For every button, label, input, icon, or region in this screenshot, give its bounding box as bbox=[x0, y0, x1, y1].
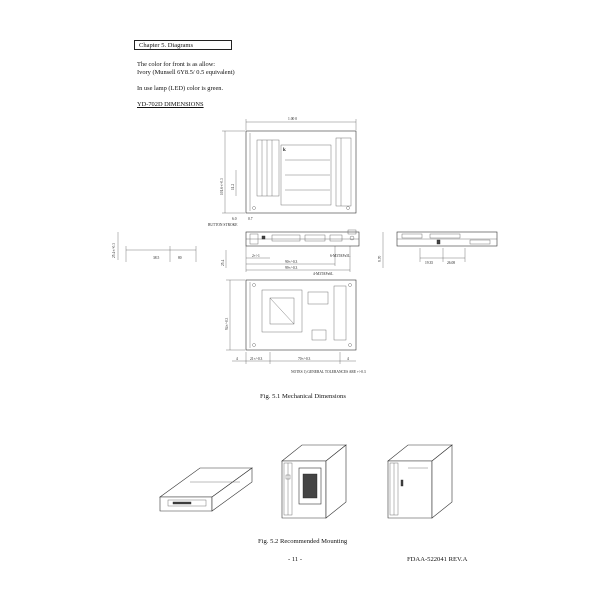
svg-text:k: k bbox=[283, 148, 286, 153]
left-inner-label: 11.2 bbox=[231, 183, 235, 190]
side-view bbox=[378, 232, 497, 268]
tolerance-note: NOTES 1) GENERAL TOLERANCES ARE +/-0.3 bbox=[291, 370, 366, 374]
front-dim-f: 25.4 bbox=[221, 259, 225, 266]
bottom-dim-c: 70+/-0.3 bbox=[298, 357, 311, 361]
side-dim-b: 26.08 bbox=[447, 261, 456, 265]
front-color-line: The color for front is as allow: bbox=[137, 61, 216, 68]
left-height-label: 101.6+/-0.3 bbox=[220, 178, 224, 195]
top-view bbox=[208, 117, 356, 227]
mounting-illustration-vertical-right bbox=[388, 445, 452, 518]
fig-5-1-caption: Fig. 5.1 Mechanical Dimensions bbox=[260, 393, 346, 400]
page-number: - 11 - bbox=[288, 556, 303, 563]
front-dim-c: 2+/-1 bbox=[252, 254, 260, 258]
screw-label-a: 6-M3TAPx5L bbox=[330, 254, 351, 258]
front-color-munsell: Ivory (Munsell 6Y8.5/ 0.5 equivalent) bbox=[137, 69, 235, 76]
document-id: FDAA-522041 REV.A bbox=[407, 556, 468, 563]
fig-5-2-caption: Fig. 5.2 Recommended Mounting bbox=[258, 538, 348, 545]
bottom-dim-b: 21+/-0.3 bbox=[250, 357, 263, 361]
top-width-label: 1.00 0 bbox=[288, 117, 297, 121]
mounting-illustration-flat bbox=[160, 468, 252, 511]
button-stroke-value: 0.7 bbox=[248, 217, 253, 221]
bottom-height-label: 94+/-0.3 bbox=[225, 317, 229, 330]
chapter-heading: Chapter 5. Diagrams bbox=[134, 40, 232, 50]
side-label: 6.0 bbox=[232, 217, 237, 221]
bottom-view bbox=[225, 280, 366, 374]
led-color-line: In use lamp (LED) color is green. bbox=[137, 85, 224, 92]
side-dim-a: 19.35 bbox=[425, 261, 434, 265]
front-dim-d: 90+/-0.3 bbox=[285, 260, 298, 264]
section-title: YD-702D DIMENSIONS bbox=[137, 101, 204, 108]
front-dim-a: 38.5 bbox=[153, 256, 160, 260]
screw-label-b: 4-M3TAPx6L bbox=[313, 272, 334, 276]
front-dim-e: 99+/-0.3 bbox=[285, 266, 298, 270]
bottom-dim-d: 4 bbox=[347, 357, 349, 361]
front-view bbox=[112, 230, 359, 276]
side-height-label: 9.70 bbox=[378, 255, 382, 262]
bottom-dim-a: 4 bbox=[236, 357, 238, 361]
front-dim-b: 80 bbox=[178, 256, 182, 260]
front-height-label: 25.4+/-0.3 bbox=[112, 242, 116, 258]
button-stroke-label: BUTTON STROKE bbox=[208, 223, 238, 227]
mounting-illustration-vertical-left bbox=[282, 445, 346, 518]
